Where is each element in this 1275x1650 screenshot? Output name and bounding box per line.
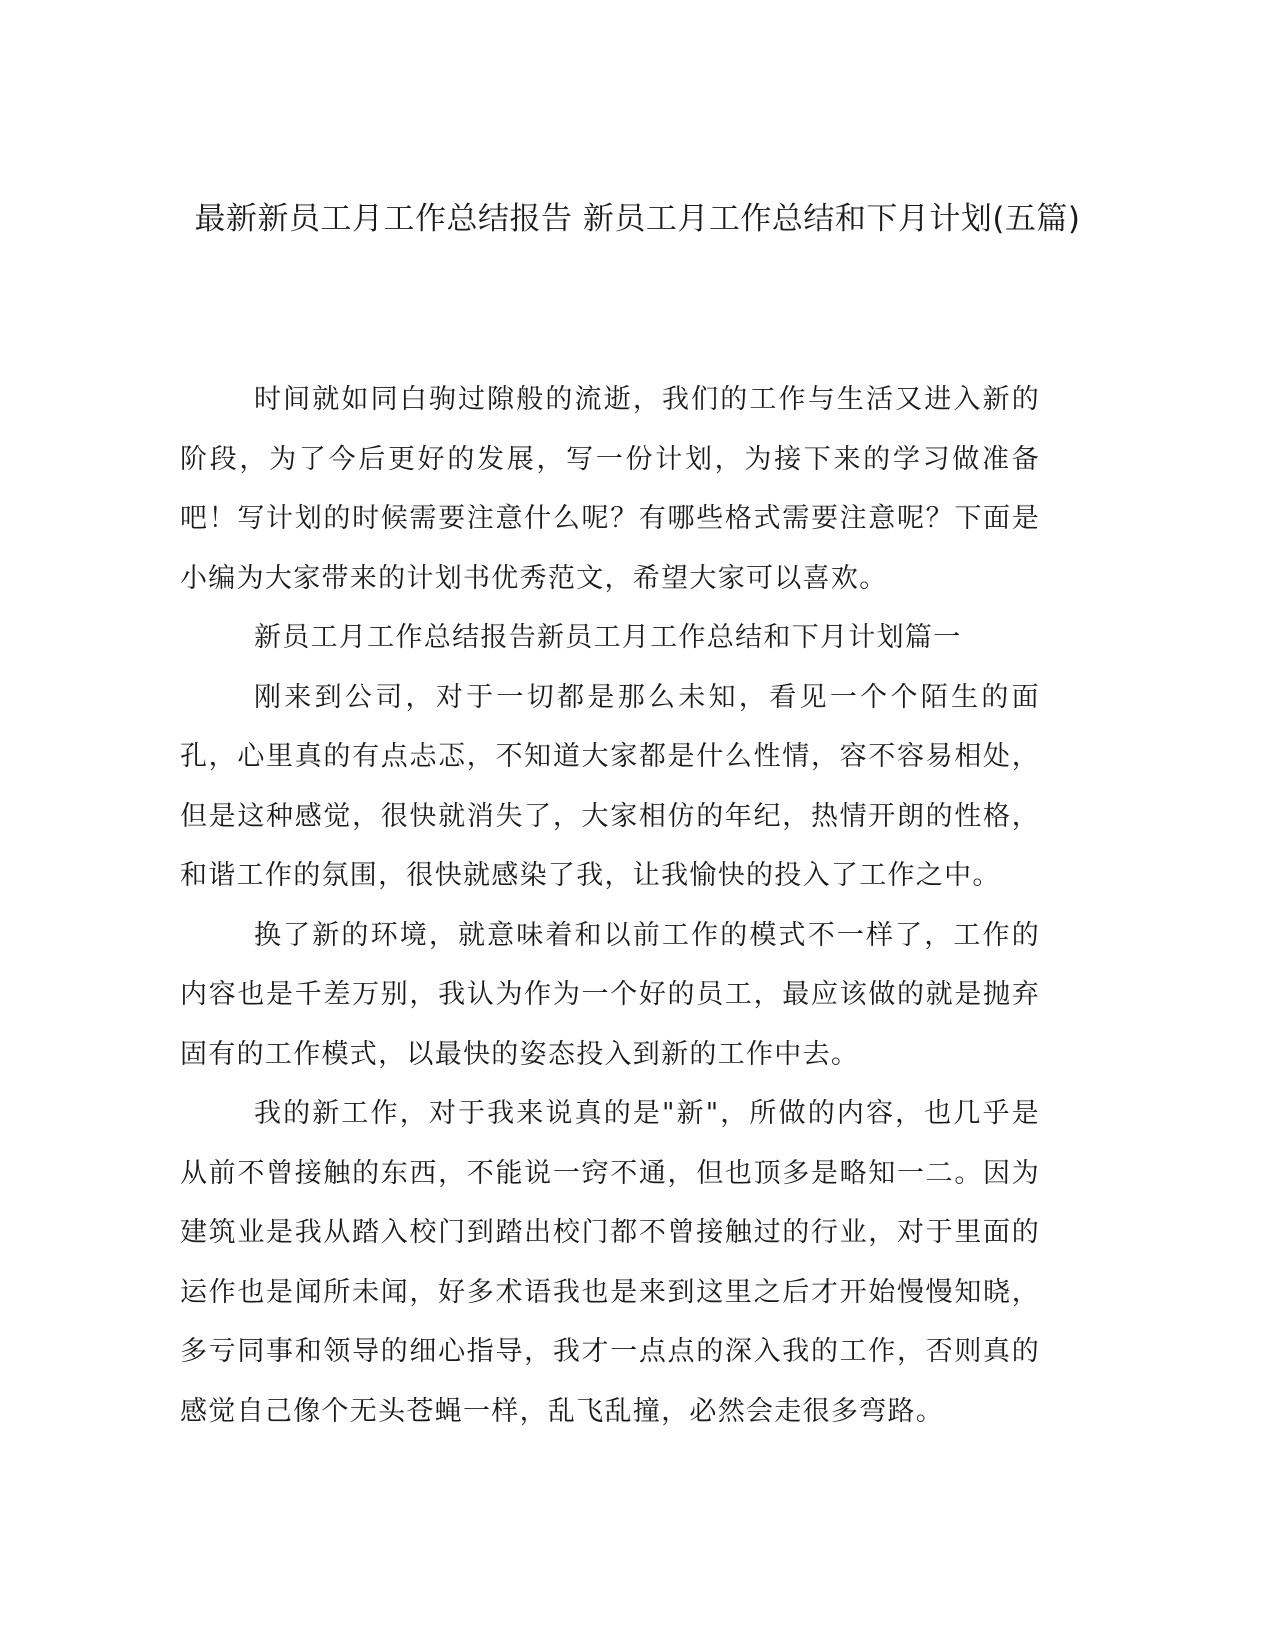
section-heading: 新员工月工作总结报告新员工月工作总结和下月计划篇一 — [254, 622, 962, 653]
document-title: 最新新员工月工作总结报告 新员工月工作总结和下月计划(五篇) — [194, 201, 1081, 237]
paragraph-new-environment: 换了新的环境，就意味着和以前工作的模式不一样了，工作的内容也是千差万别，我认为作为一个好的员工，最应该做的就是抛弃固有的工作模式，以最快的姿态投入到新的工作中去。 — [180, 919, 1040, 1070]
paragraph-arrival: 刚来到公司，对于一切都是那么未知，看见一个个陌生的面孔，心里真的有点忐忑，不知道大家都是什么性情，容不容易相处，但是这种感觉，很快就消失了，大家相仿的年纪，热情开朗的性格，和谐工作的氛围，很快就感染了我，让我愉快的投入了工作之中。 — [180, 681, 1040, 891]
paragraph-intro: 时间就如同白驹过隙般的流逝，我们的工作与生活又进入新的阶段，为了今后更好的发展，写一份计划，为接下来的学习做准备吧！写计划的时候需要注意什么呢？有哪些格式需要注意呢？下面是小编为大家带来的计划书优秀范文，希望大家可以喜欢。 — [180, 384, 1040, 594]
paragraph-new-work: 我的新工作，对于我来说真的是"新"，所做的内容，也几乎是从前不曾接触的东西，不能说一窍不通，但也顶多是略知一二。因为建筑业是我从踏入校门到踏出校门都不曾接触过的行业，对于里面的运作也是闻所未闻，好多术语我也是来到这里之后才开始慢慢知晓，多亏同事和领导的细心指导，我才一点点的深入我的工作，否则真的感觉自己像个无头苍蝇一样，乱飞乱撞，必然会走很多弯路。 — [180, 1098, 1040, 1427]
document-body — [180, 370, 1040, 1441]
